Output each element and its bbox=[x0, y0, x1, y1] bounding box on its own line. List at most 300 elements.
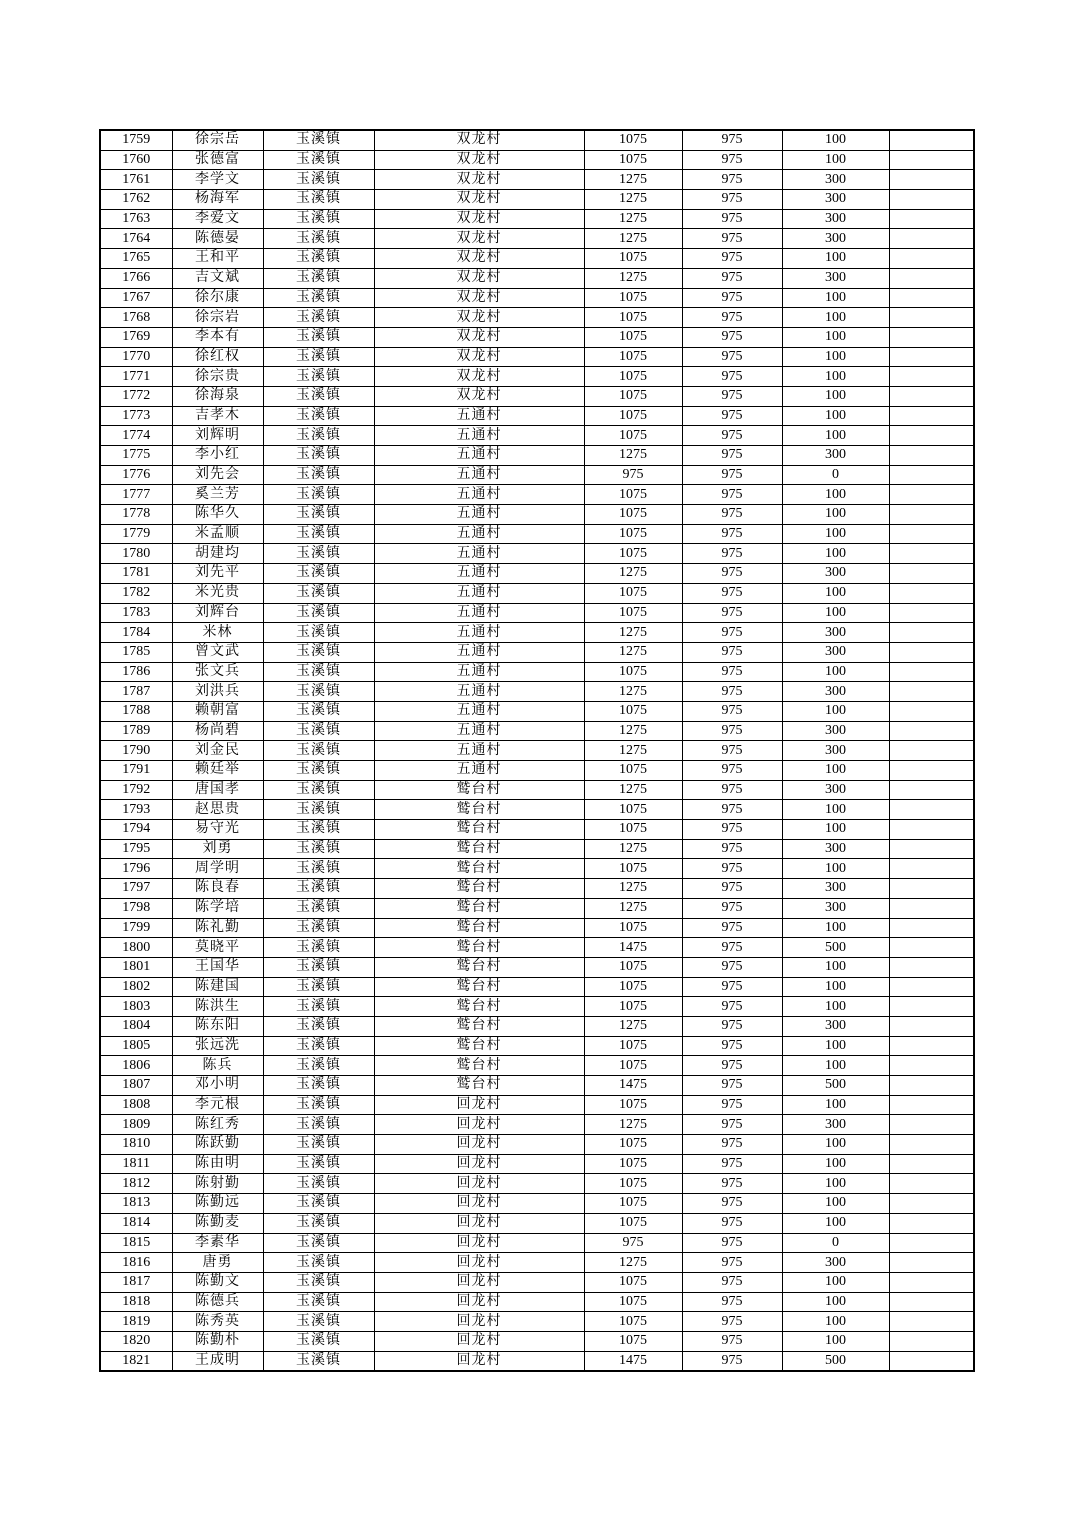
amount-cell: 1075 bbox=[584, 505, 682, 525]
standard-amount-cell: 975 bbox=[682, 268, 782, 288]
difference-cell: 100 bbox=[782, 820, 889, 840]
standard-amount-cell: 975 bbox=[682, 859, 782, 879]
remark-cell bbox=[889, 347, 974, 367]
village-cell: 五通村 bbox=[374, 623, 584, 643]
table-row bbox=[100, 367, 974, 387]
town-cell: 玉溪镇 bbox=[263, 977, 374, 997]
table-row bbox=[100, 308, 974, 328]
remark-cell bbox=[889, 268, 974, 288]
village-cell: 五通村 bbox=[374, 485, 584, 505]
remark-cell bbox=[889, 898, 974, 918]
remark-cell bbox=[889, 1194, 974, 1214]
amount-cell: 1275 bbox=[584, 190, 682, 210]
difference-cell: 100 bbox=[782, 426, 889, 446]
serial-number-cell: 1811 bbox=[100, 1154, 172, 1174]
amount-cell: 1075 bbox=[584, 347, 682, 367]
village-cell: 双龙村 bbox=[374, 386, 584, 406]
table-row bbox=[100, 564, 974, 584]
standard-amount-cell: 975 bbox=[682, 1135, 782, 1155]
village-cell: 回龙村 bbox=[374, 1351, 584, 1371]
serial-number-cell: 1759 bbox=[100, 130, 172, 150]
name-cell: 陈由明 bbox=[172, 1154, 263, 1174]
name-cell: 陈学培 bbox=[172, 898, 263, 918]
remark-cell bbox=[889, 1213, 974, 1233]
remark-cell bbox=[889, 859, 974, 879]
difference-cell: 100 bbox=[782, 249, 889, 269]
table-row bbox=[100, 682, 974, 702]
town-cell: 玉溪镇 bbox=[263, 682, 374, 702]
table-row bbox=[100, 800, 974, 820]
remark-cell bbox=[889, 839, 974, 859]
amount-cell: 1275 bbox=[584, 1115, 682, 1135]
town-cell: 玉溪镇 bbox=[263, 957, 374, 977]
amount-cell: 1075 bbox=[584, 957, 682, 977]
difference-cell: 100 bbox=[782, 997, 889, 1017]
remark-cell bbox=[889, 682, 974, 702]
amount-cell: 1275 bbox=[584, 209, 682, 229]
remark-cell bbox=[889, 150, 974, 170]
standard-amount-cell: 975 bbox=[682, 977, 782, 997]
amount-cell: 1075 bbox=[584, 761, 682, 781]
village-cell: 五通村 bbox=[374, 603, 584, 623]
table-row bbox=[100, 209, 974, 229]
name-cell: 唐国孝 bbox=[172, 780, 263, 800]
table-row bbox=[100, 288, 974, 308]
standard-amount-cell: 975 bbox=[682, 406, 782, 426]
name-cell: 张文兵 bbox=[172, 662, 263, 682]
standard-amount-cell: 975 bbox=[682, 367, 782, 387]
remark-cell bbox=[889, 603, 974, 623]
standard-amount-cell: 975 bbox=[682, 741, 782, 761]
amount-cell: 1075 bbox=[584, 820, 682, 840]
table-row bbox=[100, 642, 974, 662]
remark-cell bbox=[889, 1095, 974, 1115]
name-cell: 陈勤远 bbox=[172, 1194, 263, 1214]
difference-cell: 100 bbox=[782, 800, 889, 820]
village-cell: 双龙村 bbox=[374, 229, 584, 249]
village-cell: 五通村 bbox=[374, 701, 584, 721]
town-cell: 玉溪镇 bbox=[263, 761, 374, 781]
village-cell: 五通村 bbox=[374, 465, 584, 485]
name-cell: 周学明 bbox=[172, 859, 263, 879]
standard-amount-cell: 975 bbox=[682, 682, 782, 702]
village-cell: 五通村 bbox=[374, 583, 584, 603]
difference-cell: 0 bbox=[782, 1233, 889, 1253]
serial-number-cell: 1777 bbox=[100, 485, 172, 505]
village-cell: 五通村 bbox=[374, 721, 584, 741]
name-cell: 赖朝富 bbox=[172, 701, 263, 721]
amount-cell: 1075 bbox=[584, 859, 682, 879]
town-cell: 玉溪镇 bbox=[263, 780, 374, 800]
amount-cell: 1075 bbox=[584, 327, 682, 347]
serial-number-cell: 1804 bbox=[100, 1016, 172, 1036]
name-cell: 陈华久 bbox=[172, 505, 263, 525]
town-cell: 玉溪镇 bbox=[263, 1095, 374, 1115]
difference-cell: 500 bbox=[782, 938, 889, 958]
standard-amount-cell: 975 bbox=[682, 623, 782, 643]
village-cell: 五通村 bbox=[374, 564, 584, 584]
table-row bbox=[100, 879, 974, 899]
remark-cell bbox=[889, 426, 974, 446]
remark-cell bbox=[889, 642, 974, 662]
town-cell: 玉溪镇 bbox=[263, 465, 374, 485]
serial-number-cell: 1781 bbox=[100, 564, 172, 584]
difference-cell: 100 bbox=[782, 1056, 889, 1076]
name-cell: 陈建国 bbox=[172, 977, 263, 997]
standard-amount-cell: 975 bbox=[682, 800, 782, 820]
town-cell: 玉溪镇 bbox=[263, 859, 374, 879]
remark-cell bbox=[889, 1233, 974, 1253]
remark-cell bbox=[889, 1351, 974, 1371]
table-row bbox=[100, 268, 974, 288]
town-cell: 玉溪镇 bbox=[263, 1174, 374, 1194]
standard-amount-cell: 975 bbox=[682, 1351, 782, 1371]
standard-amount-cell: 975 bbox=[682, 564, 782, 584]
town-cell: 玉溪镇 bbox=[263, 1016, 374, 1036]
amount-cell: 1075 bbox=[584, 1194, 682, 1214]
village-cell: 回龙村 bbox=[374, 1253, 584, 1273]
name-cell: 刘金民 bbox=[172, 741, 263, 761]
table-row bbox=[100, 721, 974, 741]
standard-amount-cell: 975 bbox=[682, 642, 782, 662]
village-cell: 双龙村 bbox=[374, 268, 584, 288]
town-cell: 玉溪镇 bbox=[263, 209, 374, 229]
town-cell: 玉溪镇 bbox=[263, 997, 374, 1017]
serial-number-cell: 1772 bbox=[100, 386, 172, 406]
name-cell: 李本有 bbox=[172, 327, 263, 347]
standard-amount-cell: 975 bbox=[682, 1233, 782, 1253]
remark-cell bbox=[889, 1331, 974, 1351]
table-row bbox=[100, 386, 974, 406]
difference-cell: 100 bbox=[782, 1095, 889, 1115]
table-row bbox=[100, 1272, 974, 1292]
amount-cell: 1275 bbox=[584, 170, 682, 190]
serial-number-cell: 1813 bbox=[100, 1194, 172, 1214]
remark-cell bbox=[889, 1016, 974, 1036]
serial-number-cell: 1805 bbox=[100, 1036, 172, 1056]
standard-amount-cell: 975 bbox=[682, 721, 782, 741]
serial-number-cell: 1793 bbox=[100, 800, 172, 820]
remark-cell bbox=[889, 229, 974, 249]
difference-cell: 100 bbox=[782, 1272, 889, 1292]
standard-amount-cell: 975 bbox=[682, 308, 782, 328]
table-row bbox=[100, 524, 974, 544]
table-row bbox=[100, 701, 974, 721]
table-row bbox=[100, 583, 974, 603]
standard-amount-cell: 975 bbox=[682, 1213, 782, 1233]
serial-number-cell: 1778 bbox=[100, 505, 172, 525]
name-cell: 徐尔康 bbox=[172, 288, 263, 308]
village-cell: 回龙村 bbox=[374, 1115, 584, 1135]
difference-cell: 100 bbox=[782, 1312, 889, 1332]
table-row bbox=[100, 938, 974, 958]
town-cell: 玉溪镇 bbox=[263, 170, 374, 190]
name-cell: 徐宗岩 bbox=[172, 308, 263, 328]
name-cell: 刘勇 bbox=[172, 839, 263, 859]
standard-amount-cell: 975 bbox=[682, 288, 782, 308]
standard-amount-cell: 975 bbox=[682, 839, 782, 859]
serial-number-cell: 1794 bbox=[100, 820, 172, 840]
amount-cell: 1075 bbox=[584, 1095, 682, 1115]
table-row bbox=[100, 1016, 974, 1036]
village-cell: 五通村 bbox=[374, 426, 584, 446]
name-cell: 陈德兵 bbox=[172, 1292, 263, 1312]
serial-number-cell: 1763 bbox=[100, 209, 172, 229]
table-row bbox=[100, 1312, 974, 1332]
village-cell: 鹫台村 bbox=[374, 839, 584, 859]
town-cell: 玉溪镇 bbox=[263, 268, 374, 288]
amount-cell: 1075 bbox=[584, 583, 682, 603]
difference-cell: 0 bbox=[782, 465, 889, 485]
name-cell: 陈勤麦 bbox=[172, 1213, 263, 1233]
name-cell: 赖廷举 bbox=[172, 761, 263, 781]
remark-cell bbox=[889, 879, 974, 899]
standard-amount-cell: 975 bbox=[682, 1312, 782, 1332]
table-row bbox=[100, 1213, 974, 1233]
difference-cell: 100 bbox=[782, 701, 889, 721]
difference-cell: 300 bbox=[782, 209, 889, 229]
town-cell: 玉溪镇 bbox=[263, 406, 374, 426]
town-cell: 玉溪镇 bbox=[263, 1351, 374, 1371]
village-cell: 回龙村 bbox=[374, 1154, 584, 1174]
difference-cell: 100 bbox=[782, 583, 889, 603]
village-cell: 鹫台村 bbox=[374, 997, 584, 1017]
remark-cell bbox=[889, 544, 974, 564]
table-row bbox=[100, 1292, 974, 1312]
name-cell: 张远洗 bbox=[172, 1036, 263, 1056]
amount-cell: 1075 bbox=[584, 524, 682, 544]
town-cell: 玉溪镇 bbox=[263, 1036, 374, 1056]
standard-amount-cell: 975 bbox=[682, 1036, 782, 1056]
village-cell: 回龙村 bbox=[374, 1331, 584, 1351]
serial-number-cell: 1766 bbox=[100, 268, 172, 288]
town-cell: 玉溪镇 bbox=[263, 190, 374, 210]
village-cell: 双龙村 bbox=[374, 150, 584, 170]
difference-cell: 100 bbox=[782, 524, 889, 544]
name-cell: 李爱文 bbox=[172, 209, 263, 229]
village-cell: 五通村 bbox=[374, 741, 584, 761]
village-cell: 鹫台村 bbox=[374, 938, 584, 958]
village-cell: 五通村 bbox=[374, 682, 584, 702]
serial-number-cell: 1775 bbox=[100, 446, 172, 466]
difference-cell: 100 bbox=[782, 288, 889, 308]
table-row bbox=[100, 623, 974, 643]
name-cell: 徐海泉 bbox=[172, 386, 263, 406]
amount-cell: 1275 bbox=[584, 780, 682, 800]
amount-cell: 1275 bbox=[584, 898, 682, 918]
name-cell: 陈射勤 bbox=[172, 1174, 263, 1194]
name-cell: 刘先平 bbox=[172, 564, 263, 584]
standard-amount-cell: 975 bbox=[682, 1174, 782, 1194]
town-cell: 玉溪镇 bbox=[263, 623, 374, 643]
serial-number-cell: 1791 bbox=[100, 761, 172, 781]
difference-cell: 100 bbox=[782, 859, 889, 879]
standard-amount-cell: 975 bbox=[682, 957, 782, 977]
table-row bbox=[100, 1115, 974, 1135]
standard-amount-cell: 975 bbox=[682, 1016, 782, 1036]
table-row bbox=[100, 249, 974, 269]
difference-cell: 300 bbox=[782, 190, 889, 210]
serial-number-cell: 1795 bbox=[100, 839, 172, 859]
remark-cell bbox=[889, 741, 974, 761]
difference-cell: 100 bbox=[782, 662, 889, 682]
remark-cell bbox=[889, 209, 974, 229]
town-cell: 玉溪镇 bbox=[263, 150, 374, 170]
village-cell: 鹫台村 bbox=[374, 1056, 584, 1076]
standard-amount-cell: 975 bbox=[682, 544, 782, 564]
difference-cell: 500 bbox=[782, 1076, 889, 1096]
serial-number-cell: 1789 bbox=[100, 721, 172, 741]
remark-cell bbox=[889, 465, 974, 485]
town-cell: 玉溪镇 bbox=[263, 1194, 374, 1214]
serial-number-cell: 1821 bbox=[100, 1351, 172, 1371]
amount-cell: 1075 bbox=[584, 288, 682, 308]
difference-cell: 100 bbox=[782, 406, 889, 426]
name-cell: 陈秀英 bbox=[172, 1312, 263, 1332]
village-cell: 鹫台村 bbox=[374, 1016, 584, 1036]
village-cell: 五通村 bbox=[374, 446, 584, 466]
difference-cell: 100 bbox=[782, 1174, 889, 1194]
table-row bbox=[100, 662, 974, 682]
village-cell: 五通村 bbox=[374, 505, 584, 525]
table-row bbox=[100, 465, 974, 485]
amount-cell: 1075 bbox=[584, 1331, 682, 1351]
town-cell: 玉溪镇 bbox=[263, 642, 374, 662]
serial-number-cell: 1780 bbox=[100, 544, 172, 564]
table-row bbox=[100, 150, 974, 170]
remark-cell bbox=[889, 800, 974, 820]
remark-cell bbox=[889, 1154, 974, 1174]
town-cell: 玉溪镇 bbox=[263, 583, 374, 603]
standard-amount-cell: 975 bbox=[682, 229, 782, 249]
table-row bbox=[100, 761, 974, 781]
remark-cell bbox=[889, 485, 974, 505]
remark-cell bbox=[889, 367, 974, 387]
remark-cell bbox=[889, 761, 974, 781]
remark-cell bbox=[889, 1292, 974, 1312]
amount-cell: 1075 bbox=[584, 249, 682, 269]
town-cell: 玉溪镇 bbox=[263, 1076, 374, 1096]
difference-cell: 300 bbox=[782, 170, 889, 190]
serial-number-cell: 1792 bbox=[100, 780, 172, 800]
table-row bbox=[100, 839, 974, 859]
village-cell: 双龙村 bbox=[374, 288, 584, 308]
serial-number-cell: 1810 bbox=[100, 1135, 172, 1155]
village-cell: 双龙村 bbox=[374, 327, 584, 347]
amount-cell: 1075 bbox=[584, 1036, 682, 1056]
remark-cell bbox=[889, 1076, 974, 1096]
town-cell: 玉溪镇 bbox=[263, 1154, 374, 1174]
remark-cell bbox=[889, 446, 974, 466]
remark-cell bbox=[889, 583, 974, 603]
serial-number-cell: 1760 bbox=[100, 150, 172, 170]
remark-cell bbox=[889, 1312, 974, 1332]
amount-cell: 1075 bbox=[584, 308, 682, 328]
name-cell: 陈东阳 bbox=[172, 1016, 263, 1036]
town-cell: 玉溪镇 bbox=[263, 1253, 374, 1273]
table-body bbox=[100, 130, 974, 1371]
difference-cell: 100 bbox=[782, 1154, 889, 1174]
name-cell: 奚兰芳 bbox=[172, 485, 263, 505]
amount-cell: 1275 bbox=[584, 839, 682, 859]
town-cell: 玉溪镇 bbox=[263, 446, 374, 466]
serial-number-cell: 1801 bbox=[100, 957, 172, 977]
name-cell: 米光贵 bbox=[172, 583, 263, 603]
serial-number-cell: 1770 bbox=[100, 347, 172, 367]
standard-amount-cell: 975 bbox=[682, 327, 782, 347]
remark-cell bbox=[889, 386, 974, 406]
difference-cell: 100 bbox=[782, 544, 889, 564]
difference-cell: 300 bbox=[782, 642, 889, 662]
standard-amount-cell: 975 bbox=[682, 879, 782, 899]
standard-amount-cell: 975 bbox=[682, 465, 782, 485]
serial-number-cell: 1807 bbox=[100, 1076, 172, 1096]
village-cell: 五通村 bbox=[374, 524, 584, 544]
table-row bbox=[100, 1154, 974, 1174]
town-cell: 玉溪镇 bbox=[263, 505, 374, 525]
town-cell: 玉溪镇 bbox=[263, 603, 374, 623]
remark-cell bbox=[889, 308, 974, 328]
remark-cell bbox=[889, 564, 974, 584]
town-cell: 玉溪镇 bbox=[263, 564, 374, 584]
name-cell: 王和平 bbox=[172, 249, 263, 269]
town-cell: 玉溪镇 bbox=[263, 741, 374, 761]
name-cell: 刘辉明 bbox=[172, 426, 263, 446]
town-cell: 玉溪镇 bbox=[263, 898, 374, 918]
name-cell: 李元根 bbox=[172, 1095, 263, 1115]
table-row bbox=[100, 741, 974, 761]
difference-cell: 300 bbox=[782, 1115, 889, 1135]
serial-number-cell: 1790 bbox=[100, 741, 172, 761]
remark-cell bbox=[889, 505, 974, 525]
town-cell: 玉溪镇 bbox=[263, 1213, 374, 1233]
town-cell: 玉溪镇 bbox=[263, 367, 374, 387]
table-row bbox=[100, 485, 974, 505]
town-cell: 玉溪镇 bbox=[263, 308, 374, 328]
serial-number-cell: 1787 bbox=[100, 682, 172, 702]
difference-cell: 300 bbox=[782, 229, 889, 249]
village-cell: 鹫台村 bbox=[374, 879, 584, 899]
difference-cell: 100 bbox=[782, 957, 889, 977]
table-row bbox=[100, 229, 974, 249]
village-cell: 双龙村 bbox=[374, 209, 584, 229]
standard-amount-cell: 975 bbox=[682, 190, 782, 210]
amount-cell: 1075 bbox=[584, 977, 682, 997]
town-cell: 玉溪镇 bbox=[263, 386, 374, 406]
table-row bbox=[100, 603, 974, 623]
amount-cell: 1075 bbox=[584, 1292, 682, 1312]
difference-cell: 300 bbox=[782, 446, 889, 466]
difference-cell: 500 bbox=[782, 1351, 889, 1371]
village-cell: 双龙村 bbox=[374, 347, 584, 367]
difference-cell: 100 bbox=[782, 347, 889, 367]
town-cell: 玉溪镇 bbox=[263, 918, 374, 938]
table-row bbox=[100, 1135, 974, 1155]
standard-amount-cell: 975 bbox=[682, 1331, 782, 1351]
table-row bbox=[100, 327, 974, 347]
serial-number-cell: 1806 bbox=[100, 1056, 172, 1076]
village-cell: 鹫台村 bbox=[374, 977, 584, 997]
amount-cell: 1075 bbox=[584, 544, 682, 564]
standard-amount-cell: 975 bbox=[682, 130, 782, 150]
remark-cell bbox=[889, 1036, 974, 1056]
amount-cell: 1075 bbox=[584, 1312, 682, 1332]
remark-cell bbox=[889, 997, 974, 1017]
village-cell: 鹫台村 bbox=[374, 1076, 584, 1096]
table-row bbox=[100, 1351, 974, 1371]
amount-cell: 1075 bbox=[584, 130, 682, 150]
village-cell: 五通村 bbox=[374, 662, 584, 682]
